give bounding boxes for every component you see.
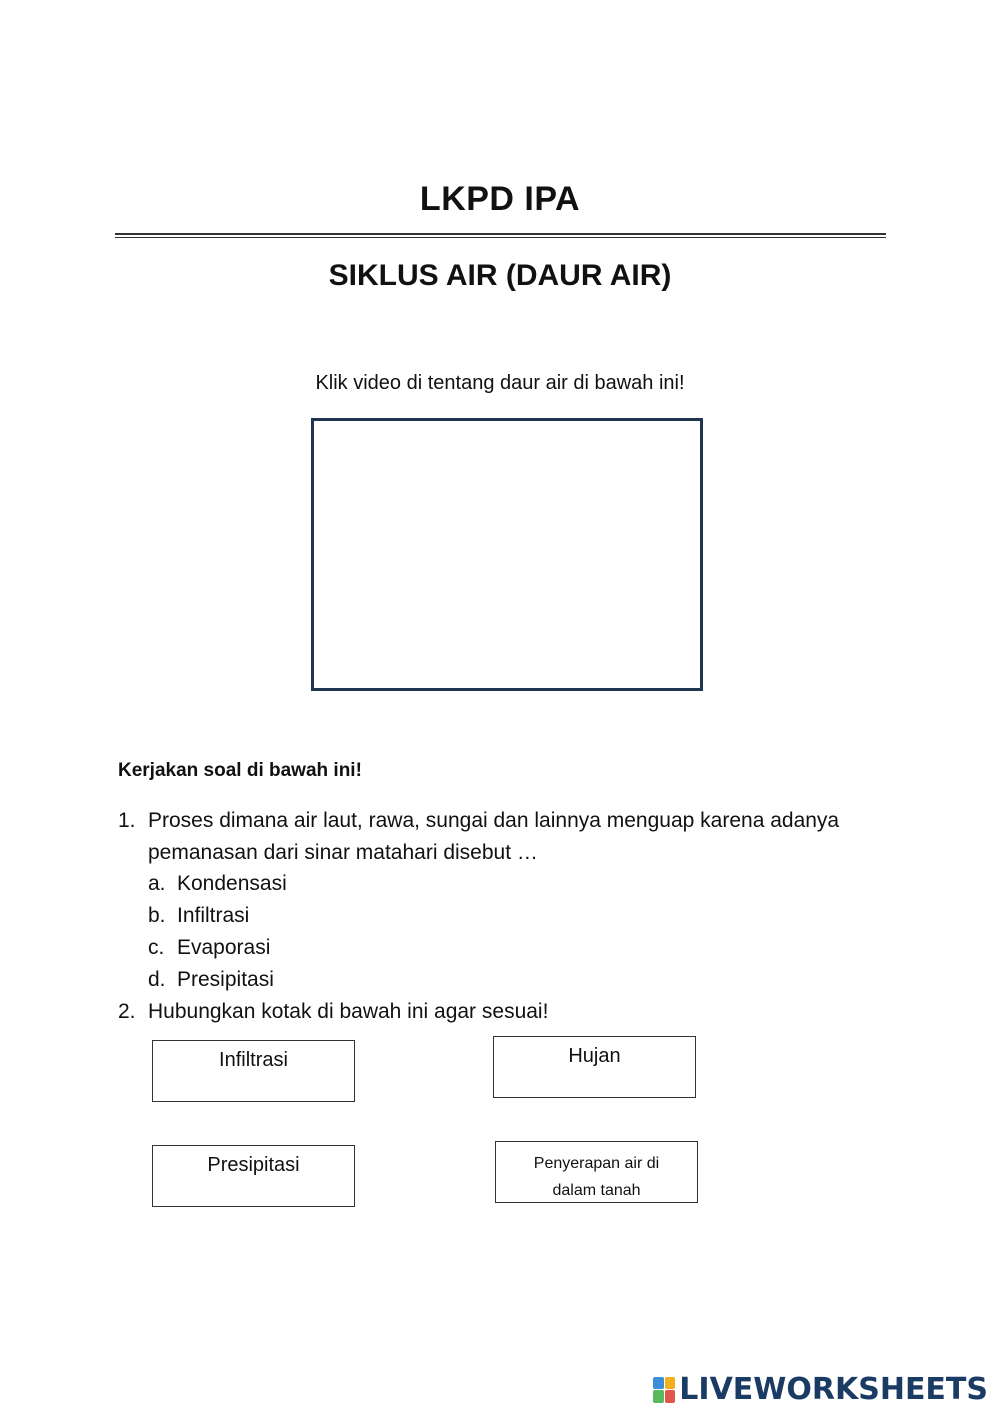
section-heading: Kerjakan soal di bawah ini! bbox=[118, 760, 362, 781]
option-b-letter: b. bbox=[148, 904, 166, 927]
title-divider bbox=[115, 233, 886, 235]
page-subtitle: SIKLUS AIR (DAUR AIR) bbox=[328, 259, 672, 292]
brand-name: LIVEWORKSHEETS bbox=[679, 1372, 988, 1407]
video-player[interactable] bbox=[311, 418, 703, 691]
liveworksheets-logo bbox=[653, 1372, 988, 1407]
option-c[interactable]: Evaporasi bbox=[177, 936, 271, 959]
video-instruction: Klik video di tentang daur air di bawah ini! bbox=[315, 372, 685, 394]
match-box-right-1[interactable] bbox=[493, 1036, 696, 1098]
match-box-left-1[interactable] bbox=[152, 1040, 355, 1102]
match-box-right-2[interactable] bbox=[495, 1141, 698, 1203]
match-box-right-1-label: Hujan bbox=[568, 1045, 621, 1067]
option-a-letter: a. bbox=[148, 872, 166, 895]
match-box-left-2-label: Presipitasi bbox=[207, 1154, 300, 1176]
logo-tile bbox=[665, 1377, 676, 1390]
question-2-text: Hubungkan kotak di bawah ini agar sesuai! bbox=[148, 1000, 549, 1023]
option-d[interactable]: Presipitasi bbox=[177, 968, 274, 991]
question-1-text-line1: Proses dimana air laut, rawa, sungai dan lainnya menguap karena adanya bbox=[148, 809, 840, 832]
liveworksheets-logo-icon bbox=[653, 1377, 675, 1403]
option-c-letter: c. bbox=[148, 936, 165, 959]
option-b[interactable]: Infiltrasi bbox=[177, 904, 250, 927]
match-box-right-2-label-line1: Penyerapan air di bbox=[533, 1155, 660, 1172]
logo-tile bbox=[653, 1377, 664, 1390]
question-1-text-line2: pemanasan dari sinar matahari disebut … bbox=[148, 841, 538, 864]
question-2-number: 2. bbox=[118, 1000, 136, 1023]
logo-tile bbox=[665, 1390, 676, 1403]
page-title: LKPD IPA bbox=[419, 180, 581, 218]
match-box-left-2[interactable] bbox=[152, 1145, 355, 1207]
logo-tile bbox=[653, 1390, 664, 1403]
question-1-number: 1. bbox=[118, 809, 136, 832]
match-box-right-2-label-line2: dalam tanah bbox=[552, 1182, 641, 1199]
title-divider-thin bbox=[115, 237, 886, 238]
match-box-left-1-label: Infiltrasi bbox=[219, 1049, 288, 1071]
option-a[interactable]: Kondensasi bbox=[177, 872, 287, 895]
option-d-letter: d. bbox=[148, 968, 166, 991]
